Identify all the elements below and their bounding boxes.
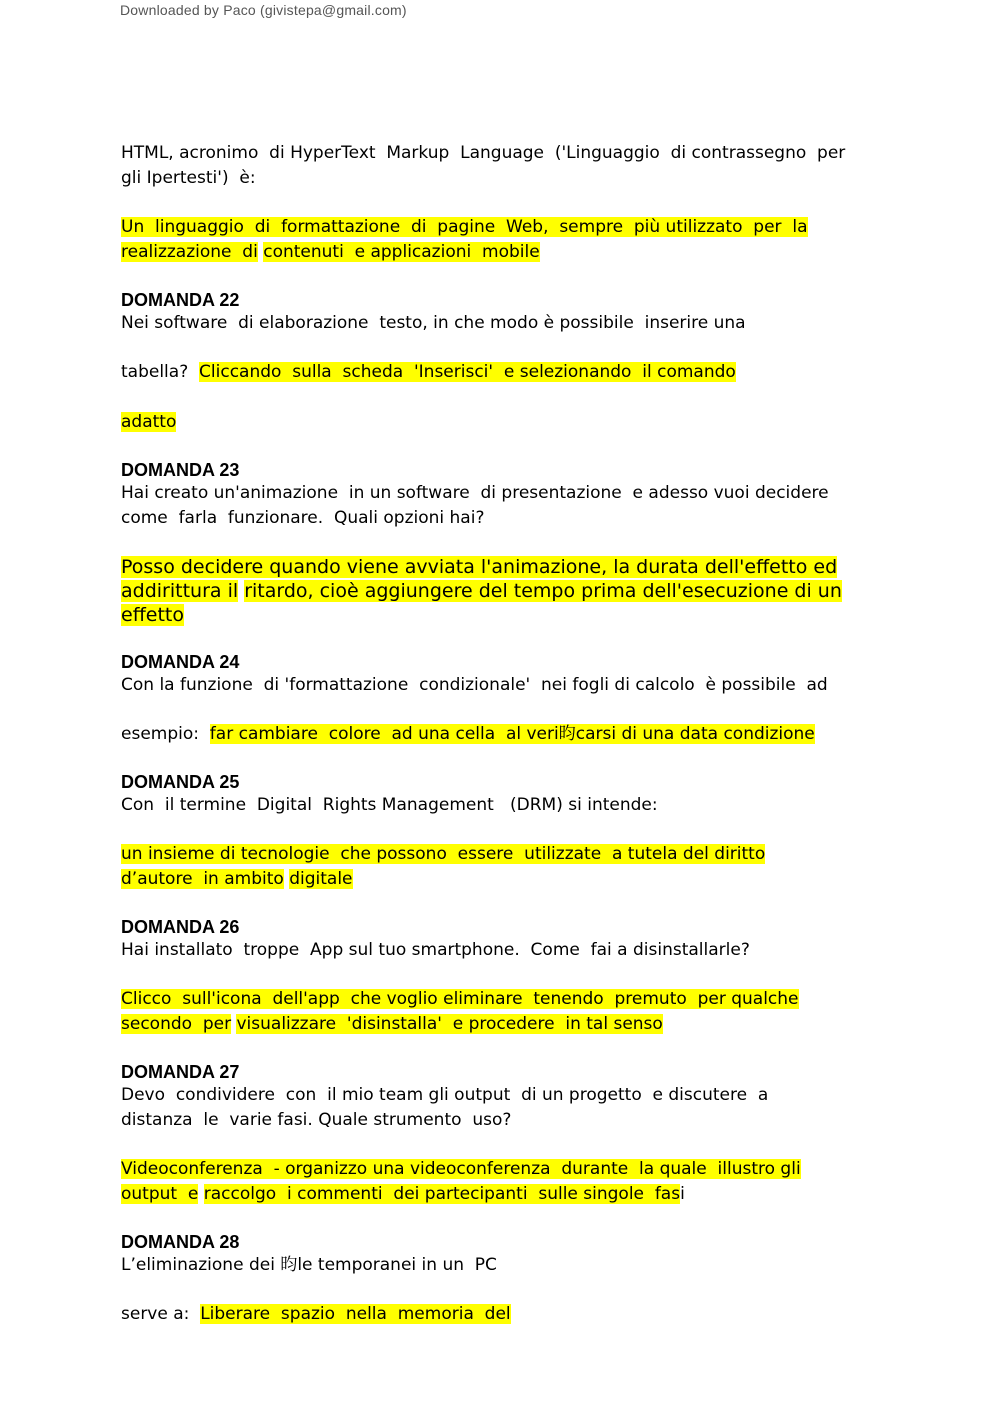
question-title-22: DOMANDA 22 [121, 290, 240, 310]
question-title-26: DOMANDA 26 [121, 917, 240, 937]
highlighted-answer: Videoconferenza - organizzo una videoconferenza durante la quale illustro gli [121, 1159, 801, 1179]
q23-answer-line3 [121, 603, 876, 627]
q22-line1: Nei software di elaborazione testo, in che modo è possibile inserire una [121, 313, 746, 333]
highlighted-answer: digitale [289, 869, 353, 889]
highlighted-answer: raccolgo i commenti dei partecipanti sulle singole fas [203, 1184, 681, 1204]
question-title-27: DOMANDA 27 [121, 1062, 240, 1082]
highlighted-answer: ritardo, cioè aggiungere del tempo prima dell'esecuzione di un [244, 580, 842, 602]
q27-line1: Devo condividere con il mio team gli output di un progetto e discutere a [121, 1085, 769, 1105]
highlighted-answer: secondo per [121, 1014, 232, 1034]
q28-line2 [121, 1302, 876, 1327]
q23-line2: come farla funzionare. Quali opzioni hai? [121, 508, 485, 528]
question-title-28: DOMANDA 28 [121, 1232, 240, 1252]
highlighted-answer: d’autore in ambito [121, 869, 284, 889]
highlighted-answer: visualizzare 'disinstalla' e procedere in tal senso [236, 1014, 663, 1034]
highlighted-answer: output e [121, 1184, 199, 1204]
q28-prefix: serve a: [121, 1304, 195, 1324]
highlighted-answer: adatto [121, 412, 177, 432]
intro-answer-line2 [121, 240, 876, 265]
q22-prefix: tabella? [121, 362, 194, 382]
document-body [121, 141, 876, 1327]
highlighted-answer: un insieme di tecnologie che possono essere utilizzate a tutela del diritto [121, 844, 766, 864]
highlighted-answer: Posso decidere quando viene avviata l'animazione, la durata dell'effetto ed [121, 556, 838, 578]
q22-line2 [121, 360, 876, 385]
highlighted-answer: contenuti e applicazioni mobile [263, 242, 540, 262]
highlighted-answer: far cambiare colore ad una cella al veri昀carsi di una data condizione [209, 724, 815, 744]
q23-answer-line1 [121, 555, 876, 579]
q25-line1: Con il termine Digital Rights Management (DRM) si intende: [121, 795, 658, 815]
highlighted-answer: Liberare spazio nella memoria del [200, 1304, 511, 1324]
question-title-23: DOMANDA 23 [121, 460, 240, 480]
q24-prefix: esempio: [121, 724, 205, 744]
highlighted-answer: Cliccando sulla scheda 'Inserisci' e selezionando il comando [199, 362, 736, 382]
q27-answer-line2 [121, 1182, 876, 1207]
q25-answer-line2 [121, 867, 876, 892]
q26-answer-line2 [121, 1012, 876, 1037]
highlighted-answer: addirittura il [121, 580, 239, 602]
question-title-24: DOMANDA 24 [121, 652, 240, 672]
q24-line2 [121, 722, 876, 747]
q23-answer-line2 [121, 579, 876, 603]
q27-line2: distanza le varie fasi. Quale strumento uso? [121, 1110, 512, 1130]
download-note: Downloaded by Paco (givistepa@gmail.com) [120, 2, 407, 18]
intro-answer-line1 [121, 215, 876, 240]
intro-question-line1: HTML, acronimo di HyperText Markup Language ('Linguaggio di contrassegno per [121, 143, 846, 163]
q25-answer-line1 [121, 842, 876, 867]
q23-line1: Hai creato un'animazione in un software di presentazione e adesso vuoi decidere [121, 483, 829, 503]
highlighted-answer: Clicco sull'icona dell'app che voglio eliminare tenendo premuto per qualche [121, 989, 799, 1009]
q26-answer-line1 [121, 987, 876, 1012]
q27-trailing-char: i [680, 1184, 685, 1204]
highlighted-answer: effetto [121, 604, 184, 626]
highlighted-answer: Un linguaggio di formattazione di pagine Web, sempre più utilizzato per la [121, 217, 808, 237]
highlighted-answer: realizzazione di [121, 242, 258, 262]
q22-line3 [121, 410, 876, 435]
q26-line1: Hai installato troppe App sul tuo smartphone. Come fai a disinstallarle? [121, 940, 750, 960]
intro-question-line2: gli Ipertesti') è: [121, 168, 256, 188]
q27-answer-line1 [121, 1157, 876, 1182]
q28-line1: L’eliminazione dei 昀le temporanei in un PC [121, 1255, 497, 1275]
question-title-25: DOMANDA 25 [121, 772, 240, 792]
q24-line1: Con la funzione di 'formattazione condizionale' nei fogli di calcolo è possibile ad [121, 675, 828, 695]
